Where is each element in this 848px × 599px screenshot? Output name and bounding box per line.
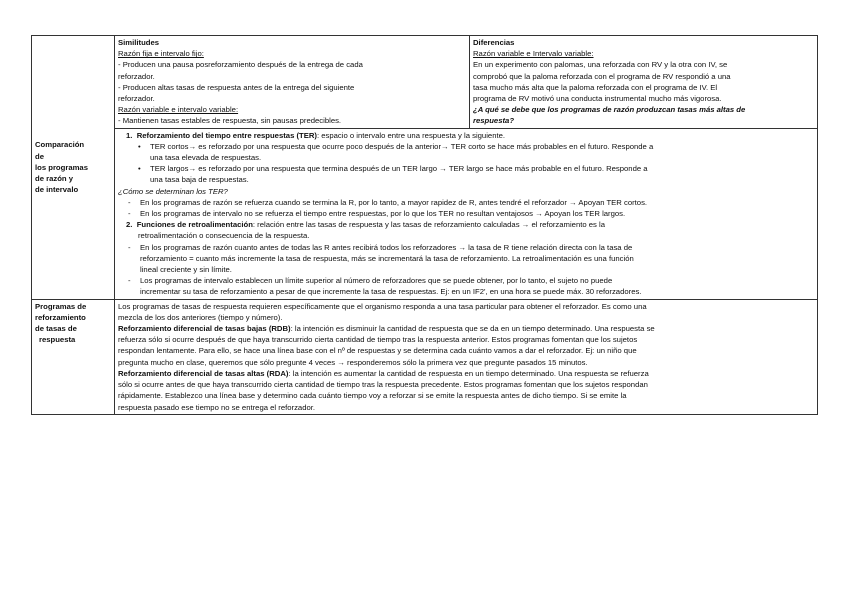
similitudes-line: reforzador. bbox=[118, 71, 155, 81]
dash-icon: - bbox=[128, 242, 131, 252]
programas-line: mezcla de los dos anteriores (tiempo y número). bbox=[118, 312, 283, 322]
dash-continuation: incrementar su tasa de reforzamiento a pesar de que incremente la tasa de respuestas. Ej: en un IF2', en una hora se puede máx. 30 reforzadores. bbox=[140, 287, 642, 297]
point-continuation: retroalimentación o consecuencia de la respuesta. bbox=[138, 231, 310, 241]
diferencias-line: comprobó que la paloma reforzada con el programa de RV respondió a una bbox=[473, 71, 731, 81]
rdb-text: : la intención es disminuir la cantidad de respuesta que se da en un tiempo determinado. Una respuesta se bbox=[290, 324, 655, 334]
table-row-comparacion-top bbox=[32, 36, 818, 129]
diferencias-question: respuesta? bbox=[473, 116, 515, 126]
similitudes-subheading-variable: Razón variable e intervalo variable: bbox=[118, 105, 239, 115]
diferencias-line: programa de RV motivó una conducta instrumental mucho más vigorosa. bbox=[473, 94, 722, 104]
label-line: de tasas de bbox=[35, 324, 77, 334]
similitudes-line: - Producen una pausa posreforzamiento después de la entrega de cada bbox=[118, 60, 363, 70]
similitudes-header: Similitudes bbox=[118, 38, 160, 47]
dash-item bbox=[118, 275, 814, 286]
question-text: ¿Cómo se determinan los TER? bbox=[118, 186, 228, 196]
label-line: de razón y bbox=[35, 173, 74, 183]
rda-text: : la intención es aumentar la cantidad de respuesta en un tiempo determinado. Una respuesta se refuerza bbox=[288, 368, 649, 378]
programas-line: Los programas de tasas de respuesta requieren específicamente que el organismo responda a una tasa particular para obtener el reforzador. Es como una bbox=[118, 301, 647, 311]
bullet-ter-largos bbox=[118, 163, 814, 174]
dash-text: Los programas de intervalo establecen un límite superior al número de reforzadores que se puede obtener, por lo tanto, el sujeto no puede bbox=[140, 276, 613, 286]
bullet-continuation: una tasa baja de respuestas. bbox=[150, 175, 249, 185]
rda-title: Reforzamiento diferencial de tasas altas (RDA) bbox=[118, 368, 289, 378]
rdb-line: respondan lentamente. Para ello, se hace una línea base con el nº de respuestas y se determina cada cuánto vamos a dar el reforzador. Ej: un niño que bbox=[118, 346, 637, 356]
dash-icon: - bbox=[128, 197, 131, 207]
similitudes-subheading-fijo: Razón fija e intervalo fijo: bbox=[118, 49, 204, 59]
dash-continuation: reforzamiento = cuanto más incremente la tasa de respuesta, más se incrementará la tasa de reforzamiento. La retroalimentación es una función bbox=[140, 253, 634, 263]
point-text: : relación entre las tasas de respuesta y las tasas de reforzamiento calculadas → el reforzamiento es la bbox=[252, 220, 605, 230]
diferencias-line: En un experimento con palomas, una reforzada con RV y la otra con IV, se bbox=[473, 60, 728, 70]
bullet-text: TER largos→ es reforzado por una respuesta que termina después de un TER largo → TER largo se hace más probable en el futuro. Responde a bbox=[150, 164, 648, 174]
similitudes-line: reforzador. bbox=[118, 94, 155, 104]
dash-text: En los programas de razón cuanto antes de todas las R antes recibirá todos los reforzadores → la tasa de R tiene relación directa con la tasa de bbox=[140, 242, 633, 252]
bullet-icon: • bbox=[138, 141, 141, 151]
rda-line: respuesta pasado ese tiempo no se entrega el reforzador. bbox=[118, 402, 316, 412]
diferencias-cell bbox=[470, 36, 818, 129]
similitudes-line: - Producen altas tasas de respuesta antes de la entrega del siguiente bbox=[118, 82, 355, 92]
dash-item bbox=[118, 208, 814, 219]
list-number: 2. bbox=[126, 220, 133, 230]
dash-item bbox=[118, 242, 814, 253]
dash-continuation: lineal creciente y sin límite. bbox=[140, 265, 232, 275]
dash-item bbox=[118, 197, 814, 208]
label-line: Programas de bbox=[35, 301, 87, 311]
point-ter bbox=[118, 130, 814, 141]
point-title: Funciones de retroalimentación bbox=[136, 220, 253, 230]
table-row-comparacion-bottom bbox=[32, 128, 818, 299]
point-text: : espacio o intervalo entre una respuesta y la siguiente. bbox=[316, 130, 506, 140]
rda-line: sólo si ocurre antes de que haya transcurrido cierta cantidad de tiempo tras la respuesta precedente. Estos programas fomentan que los sujetos respondan bbox=[118, 380, 648, 390]
row-label-comparacion bbox=[32, 36, 115, 300]
row-label-programas bbox=[32, 299, 115, 414]
diferencias-subheading: Razón variable e Intervalo variable: bbox=[473, 49, 594, 59]
label-line: reforzamiento bbox=[35, 312, 86, 322]
label-line: respuesta bbox=[39, 335, 76, 345]
question-ter bbox=[118, 186, 814, 197]
explicacion-cell bbox=[115, 128, 818, 299]
table-row-programas bbox=[32, 299, 818, 414]
rdb-paragraph bbox=[118, 323, 814, 334]
similitudes-line: - Mantienen tasas estables de respuesta, sin pausas predecibles. bbox=[118, 116, 342, 126]
dash-icon: - bbox=[128, 209, 131, 219]
rdb-title: Reforzamiento diferencial de tasas bajas (RDB) bbox=[118, 324, 291, 334]
diferencias-line: tasa mucho más alta que la paloma reforzada con el programa de IV. El bbox=[473, 82, 718, 92]
bullet-text: TER cortos→ es reforzado por una respuesta que ocurre poco después de la anterior→ TER corto se hace más probables en el futuro. Responde a bbox=[150, 141, 654, 151]
dash-text: En los programas de intervalo no se refuerza el tiempo entre respuestas, por lo que los TER no resultan ventajosos → Apoyan los TER largos. bbox=[140, 209, 626, 219]
label-line: los programas bbox=[35, 162, 88, 172]
diferencias-question: ¿A qué se debe que los programas de razón produzcan tasas más altas de bbox=[473, 105, 746, 115]
bullet-ter-cortos bbox=[118, 141, 814, 152]
bullet-continuation: una tasa elevada de respuestas. bbox=[150, 153, 262, 163]
list-number: 1. bbox=[126, 130, 133, 140]
similitudes-cell bbox=[115, 36, 470, 129]
label-line: Comparación bbox=[35, 140, 85, 150]
label-line: de intervalo bbox=[35, 185, 79, 195]
bullet-icon: • bbox=[138, 164, 141, 174]
comparison-table bbox=[31, 35, 818, 415]
point-title: Reforzamiento del tiempo entre respuestas (TER) bbox=[136, 130, 317, 140]
rda-paragraph bbox=[118, 368, 814, 379]
dash-icon: - bbox=[128, 276, 131, 286]
rdb-line: refuerza sólo si ocurre después de que haya transcurrido cierta cantidad de tiempo tras la respuesta anterior. Estos programas fomentan que los sujetos bbox=[118, 335, 638, 345]
rda-line: rápidamente. Establezco una línea base y determino cada cuánto tiempo voy a reforzar si se emite la respuesta antes de dicho tiempo. Si se emite la bbox=[118, 391, 627, 401]
dash-text: En los programas de razón se refuerza cuando se termina la R, por lo tanto, a mayor rapidez de R, antes tendré el reforzador → Apoyan TER cortos. bbox=[140, 197, 648, 207]
label-line: de bbox=[35, 151, 44, 161]
programas-cell bbox=[115, 299, 818, 414]
diferencias-header: Diferencias bbox=[473, 38, 515, 47]
point-retroalimentacion bbox=[118, 219, 814, 230]
rdb-line: pregunta mucho en clase, queremos que sólo pregunte 4 veces → responderemos sólo la primera vez que pregunte pasados 15 minutos. bbox=[118, 357, 588, 367]
